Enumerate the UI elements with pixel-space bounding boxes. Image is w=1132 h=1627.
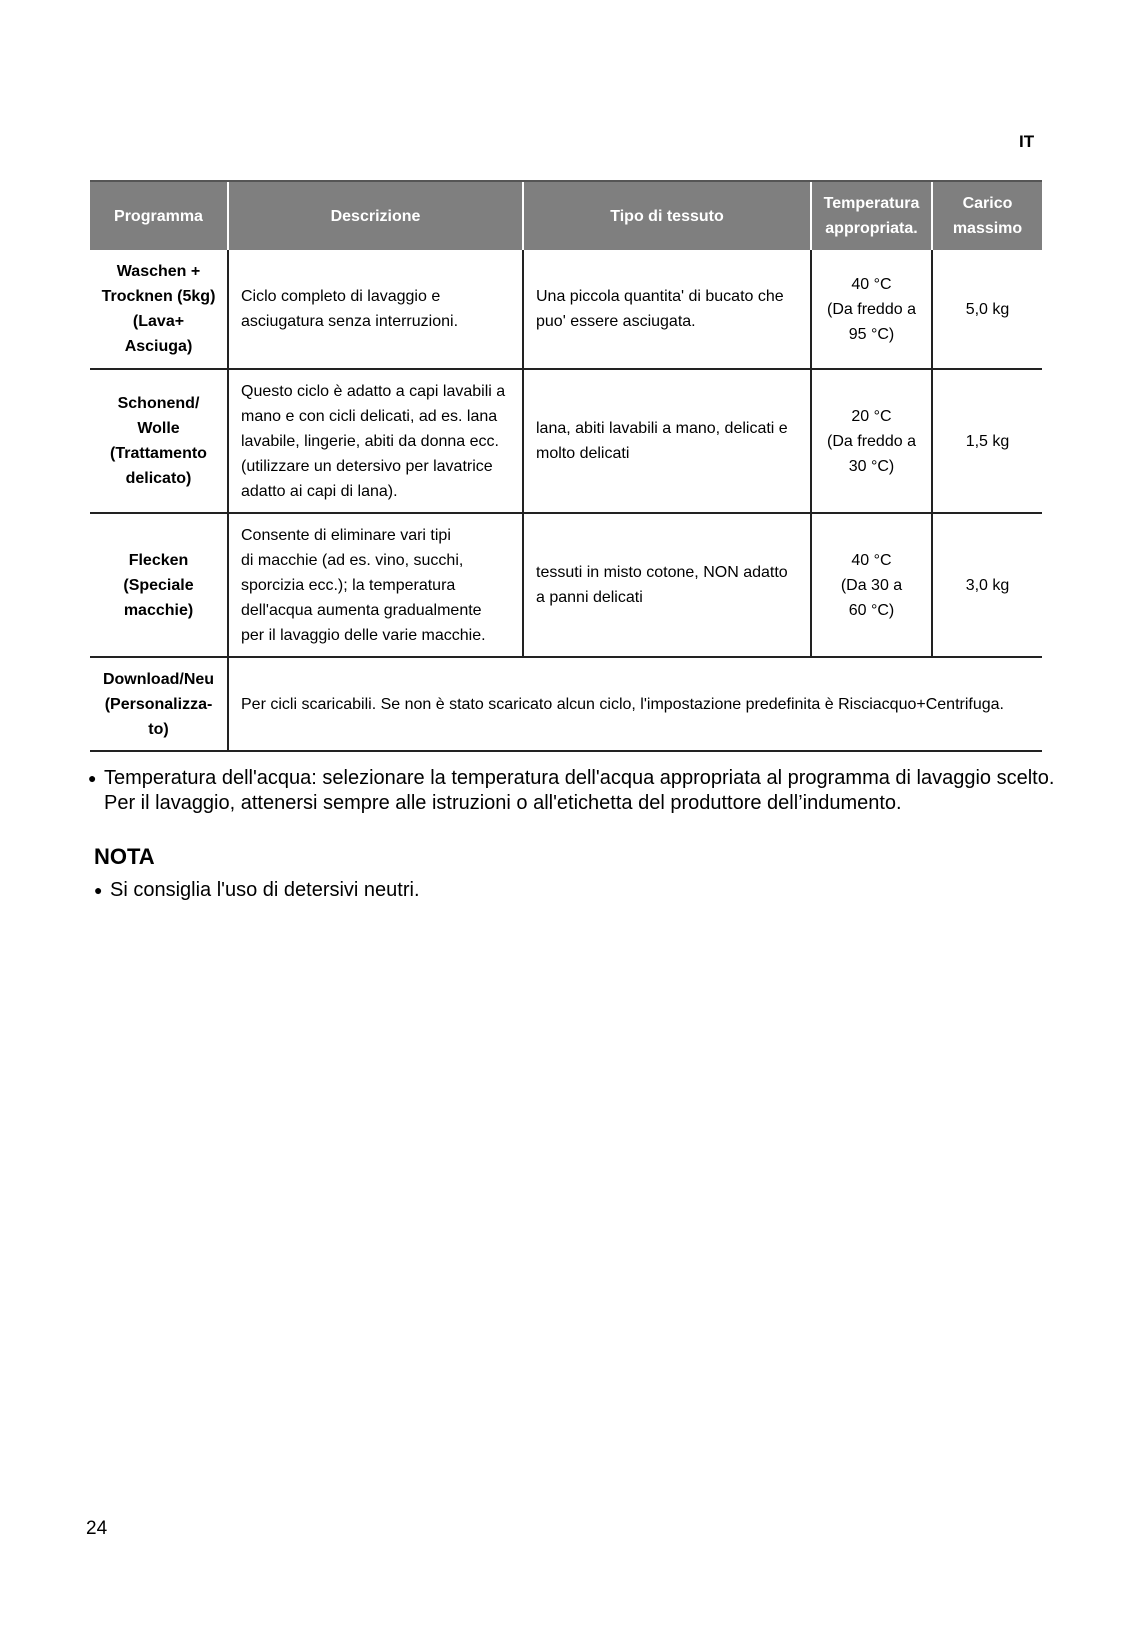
program-description: Questo ciclo è adatto a capi lavabili a mano e con cicli delicati, ad es. lana lavabile, lingerie, abiti da donna ecc. (utilizzare un detersivo per lavatrice adatto ai capi di lana). <box>228 369 523 513</box>
page-number: 24 <box>86 1518 108 1539</box>
table-row <box>90 369 1042 513</box>
nota-item <box>94 878 420 903</box>
program-name: Schonend/ Wolle (Trattamento delicato) <box>90 369 228 513</box>
program-description: Ciclo completo di lavaggio e asciugatura senza interruzioni. <box>228 250 523 369</box>
bullet-icon: ● <box>94 882 103 898</box>
fabric-type: lana, abiti lavabili a mano, delicati e molto delicati <box>523 369 811 513</box>
program-description: Consente di eliminare vari tipi di macchie (ad es. vino, succhi, sporcizia ecc.); la temperatura dell'acqua aumenta gradualmente per il lavaggio delle varie macchie. <box>228 513 523 657</box>
header-tipo-tessuto: Tipo di tessuto <box>523 181 811 250</box>
max-load: 1,5 kg <box>932 369 1042 513</box>
bullet-icon: ● <box>88 770 97 786</box>
header-carico: Carico massimo <box>932 181 1042 250</box>
header-programma: Programma <box>90 181 228 250</box>
temperature: 20 °C (Da freddo a 30 °C) <box>811 369 932 513</box>
programs-table <box>90 180 1042 752</box>
temperature: 40 °C (Da 30 a 60 °C) <box>811 513 932 657</box>
fabric-type: Una piccola quantita' di bucato che puo' essere asciugata. <box>523 250 811 369</box>
table-header-row <box>90 181 1042 250</box>
table-row <box>90 513 1042 657</box>
program-name: Flecken (Speciale macchie) <box>90 513 228 657</box>
water-temperature-note <box>88 766 1088 816</box>
program-name: Waschen + Trocknen (5kg) (Lava+ Asciuga) <box>90 250 228 369</box>
temperature: 40 °C (Da freddo a 95 °C) <box>811 250 932 369</box>
program-name: Download/Neu (Personalizza- to) <box>90 657 228 751</box>
water-temperature-text: Temperatura dell'acqua: selezionare la temperatura dell'acqua appropriata al programma di lavaggio scelto. Per il lavaggio, attenersi sempre alle istruzioni o all'etichetta del produttore dell’indumento. <box>104 767 1055 814</box>
fabric-type: tessuti in misto cotone, NON adatto a panni delicati <box>523 513 811 657</box>
max-load: 5,0 kg <box>932 250 1042 369</box>
header-descrizione: Descrizione <box>228 181 523 250</box>
table-row <box>90 250 1042 369</box>
program-description: Per cicli scaricabili. Se non è stato scaricato alcun ciclo, l'impostazione predefinita è Risciacquo+Centrifuga. <box>228 657 1042 751</box>
nota-heading: NOTA <box>94 844 155 869</box>
table-row <box>90 657 1042 751</box>
header-temperatura: Temperatura appropriata. <box>811 181 932 250</box>
language-code: IT <box>1019 132 1035 151</box>
nota-text: Si consiglia l'uso di detersivi neutri. <box>110 879 420 901</box>
max-load: 3,0 kg <box>932 513 1042 657</box>
